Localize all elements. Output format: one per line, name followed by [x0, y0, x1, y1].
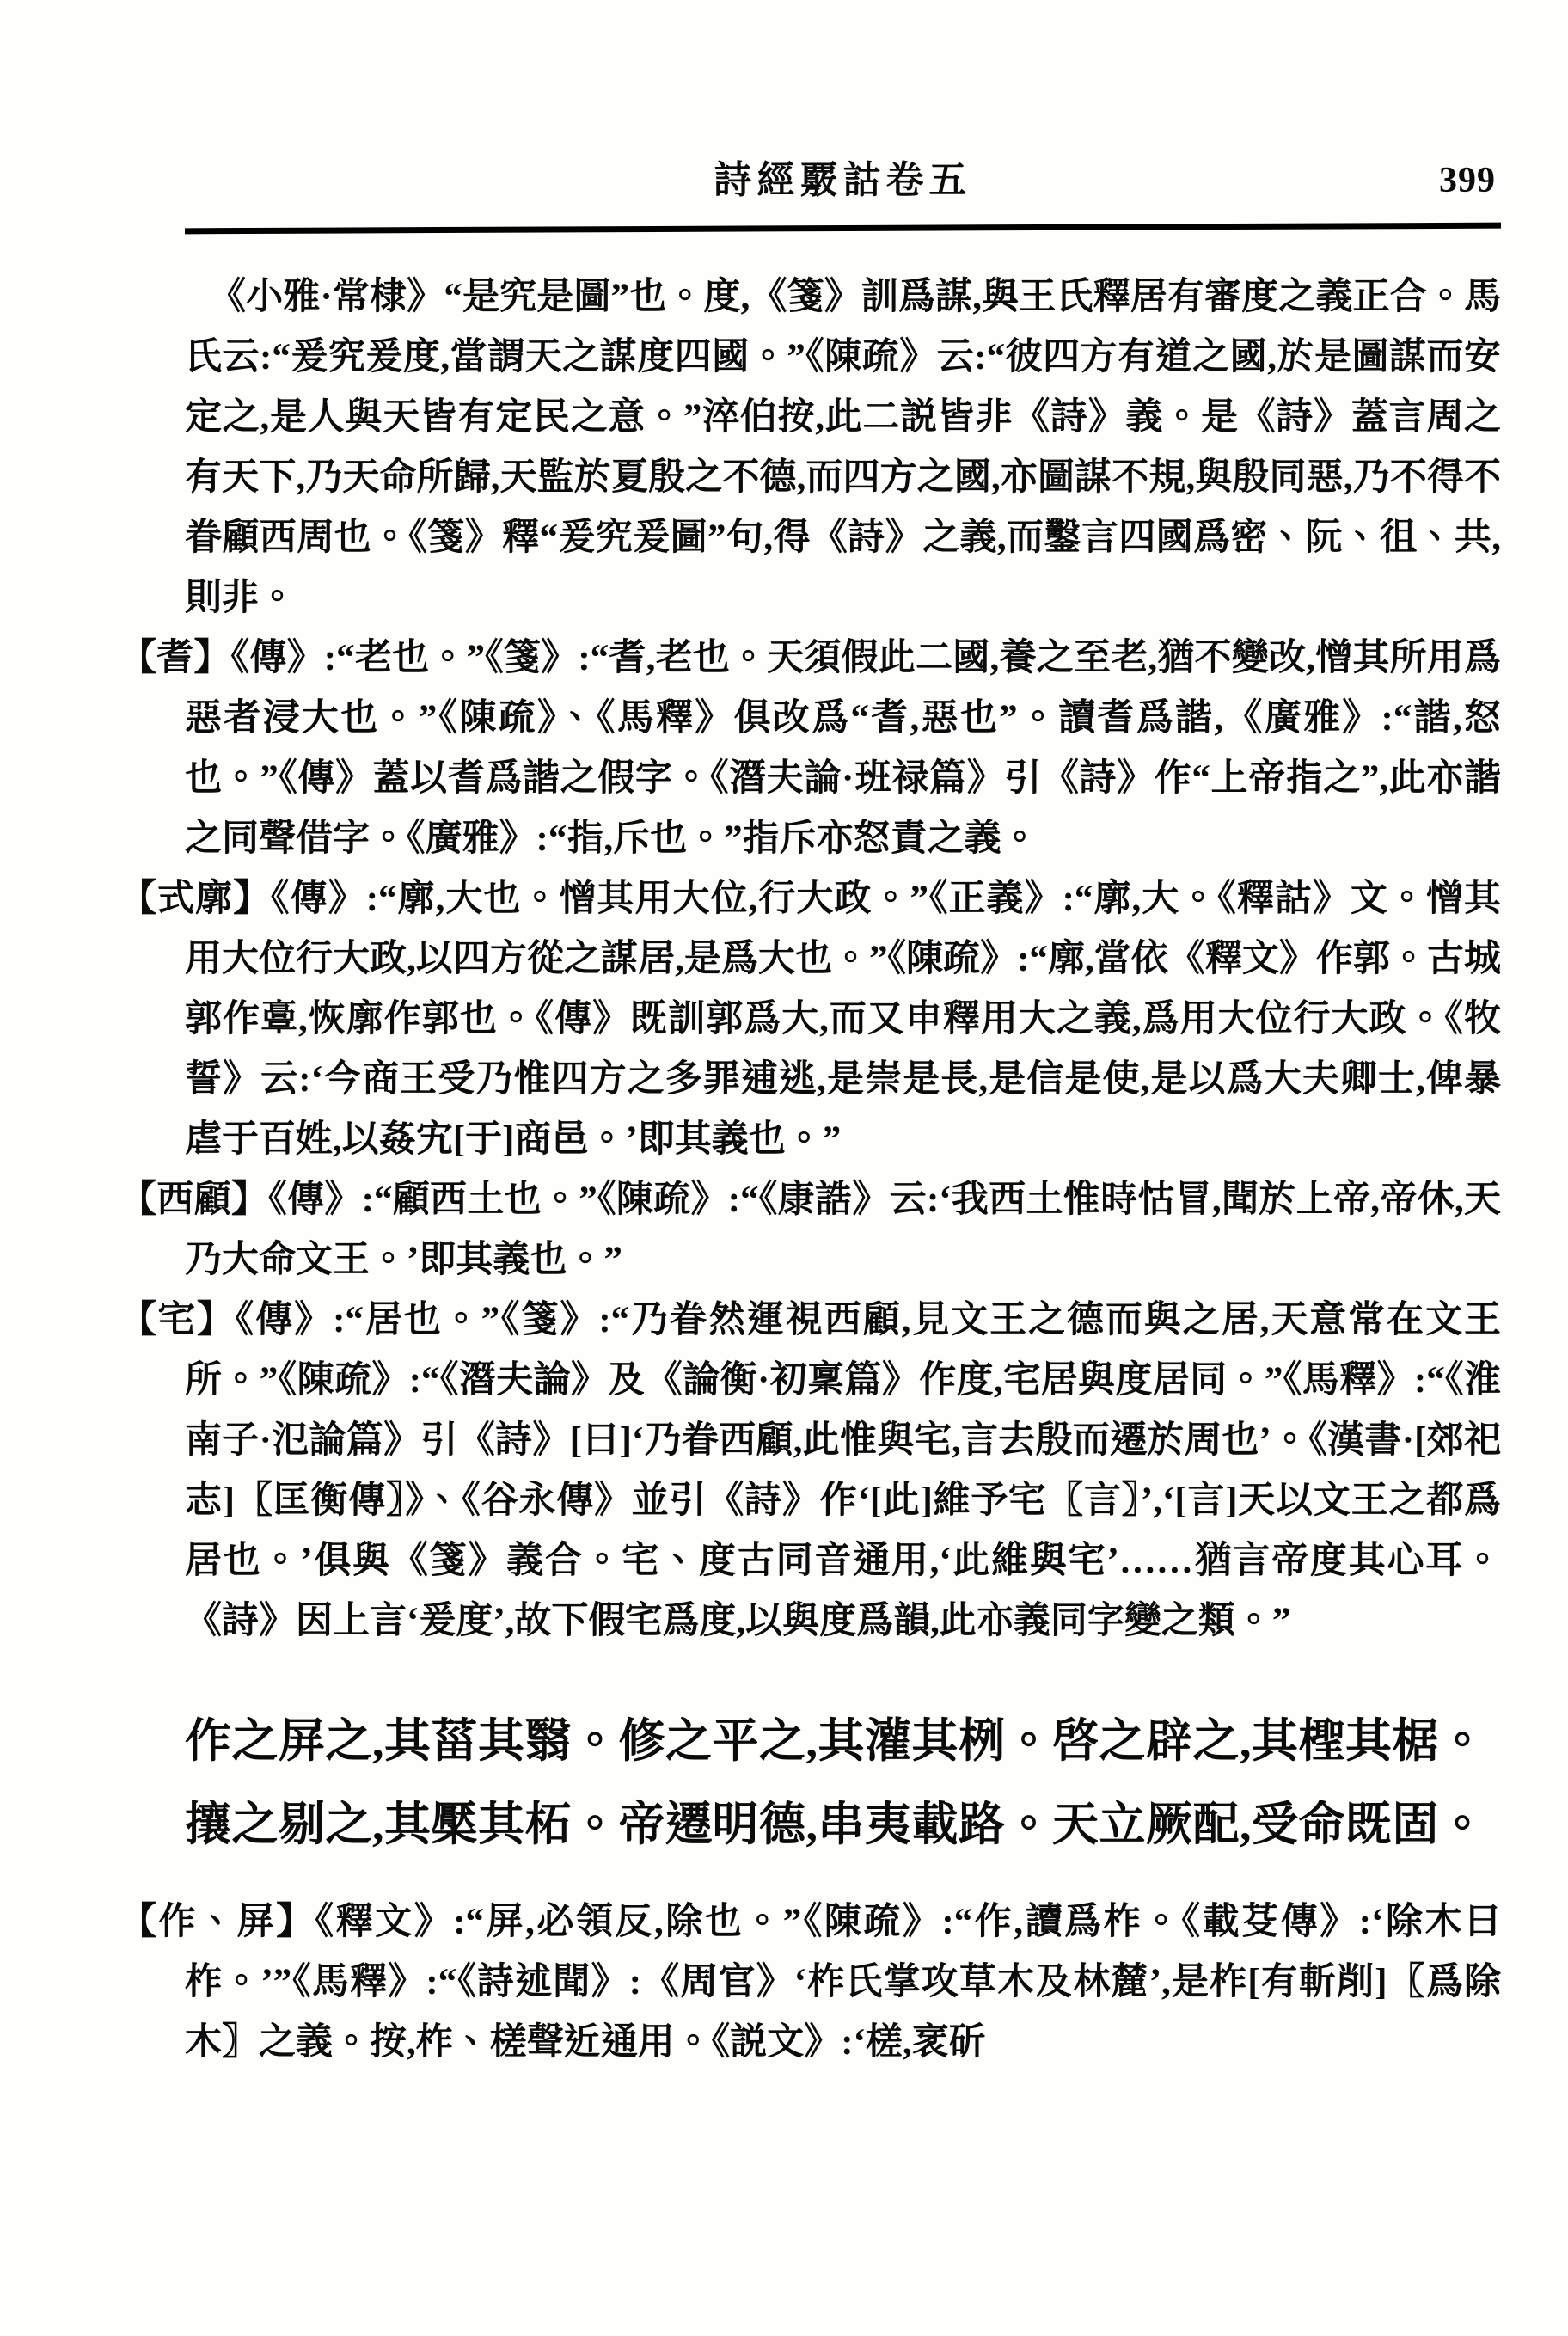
gloss-entry-zuo-ping: [119, 1892, 1501, 2073]
gloss-entry-shikuo: [119, 869, 1502, 1170]
entry-headword: 【作、屏】: [119, 1902, 315, 1942]
gloss-entry-zhai: [119, 1291, 1502, 1652]
entry-text: 《傳》:“居也。”《箋》:“乃眷然運視西顧,見文王之德而與之居,天意常在文王所。”《陳疏》:“《潛夫論》及《論衡·初稟篇》作度,宅居與度居同。”《馬釋》:“《淮南子·氾論篇》引《詩》[曰]‘乃眷西顧,此惟與宅,言去殷而遷於周也’。《漢書·[郊祀志]〖匡衡傳〗》、《谷永傳》並引《詩》作‘[此]維予宅〖言〗’,‘[言]天以文王之都爲居也。’俱與《箋》義合。宅、度古同音通用,‘此維與宅’……猶言帝度其心耳。《詩》因上言‘爰度’,故下假宅爲度,以與度爲韻,此亦義同字變之類。”: [185, 1300, 1502, 1641]
commentary-paragraph-continuation: 《小雅·常棣》“是究是圖”也。度,《箋》訓爲謀,與王氏釋居有審度之義正合。馬氏云:“爰究爰度,當謂天之謀度四國。”《陳疏》云:“彼四方有道之國,於是圖謀而安定之,是人與天皆有定民之意。”淬伯按,此二説皆非《詩》義。是《詩》蓋言周之有天下,乃天命所歸,天監於夏殷之不德,而四方之國,亦圖謀不規,與殷同惡,乃不得不眷顧西周也。《箋》釋“爰究爰圖”句,得《詩》之義,而鑿言四國爲密、阮、徂、共,則非。: [185, 277, 1501, 618]
gloss-entry-xigu: [119, 1170, 1501, 1291]
entry-text: 《傳》:“顧西土也。”《陳疏》:“《康誥》云:‘我西土惟時怙冒,聞於上帝,帝休,天乃大命文王。’即其義也。”: [185, 1180, 1501, 1280]
page-header: [185, 156, 1501, 205]
gloss-entry-qi: [119, 628, 1502, 869]
entry-text: 《釋文》:“屏,必領反,除也。”《陳疏》:“作,讀爲柞。《載芟傳》:‘除木曰柞。’”《馬釋》:“《詩述聞》:《周官》‘柞氏掌攻草木及林麓’,是柞[有斬削]〖爲除木〗之義。按,柞、槎聲近通用。《説文》:‘槎,衺斫: [185, 1902, 1501, 2063]
entry-text: 《傳》:“廓,大也。憎其用大位,行大政。”《正義》:“廓,大。《釋詁》文。憎其用大位行大政,以四方從之謀居,是爲大也。”《陳疏》:“廓,當依《釋文》作郭。古城郭作𩫏,恢廓作郭也。《傳》既訓郭爲大,而又申釋用大之義,爲用大位行大政。《牧誓》云:‘今商王受乃惟四方之多罪逋逃,是崇是長,是信是使,是以爲大夫卿士,俾暴虐于百姓,以姦宄[于]商邑。’即其義也。”: [185, 879, 1502, 1160]
entry-text: 《傳》:“老也。”《箋》:“耆,老也。天須假此二國,養之至老,猶不變改,憎其所用爲惡者浸大也。”《陳疏》、《馬釋》俱改爲“耆,惡也”。讀耆爲諧,《廣雅》:“諧,怒也。”《傳》蓋以耆爲諧之假字。《潛夫論·班禄篇》引《詩》作“上帝指之”,此亦諧之同聲借字。《廣雅》:“指,斥也。”指斥亦怒責之義。: [185, 638, 1502, 859]
header-rule: [185, 223, 1501, 235]
running-title: 詩經覈詁卷五: [714, 159, 972, 201]
entry-headword: 【耆】: [119, 638, 231, 678]
verse-line: 作之屏之,其菑其翳。修之平之,其灌其栵。啓之辟之,其檉其椐。: [185, 1715, 1486, 1767]
entry-headword: 【宅】: [119, 1300, 236, 1340]
entry-headword: 【式廓】: [119, 879, 272, 919]
shijing-verse-quotation: [185, 1700, 1501, 1867]
page-body: [119, 267, 1502, 2073]
page-number: 399: [1439, 161, 1496, 200]
verse-line: 攘之剔之,其檿其柘。帝遷明德,串夷載路。天立厥配,受命既固。: [185, 1799, 1486, 1850]
entry-headword: 【西顧】: [119, 1180, 269, 1220]
